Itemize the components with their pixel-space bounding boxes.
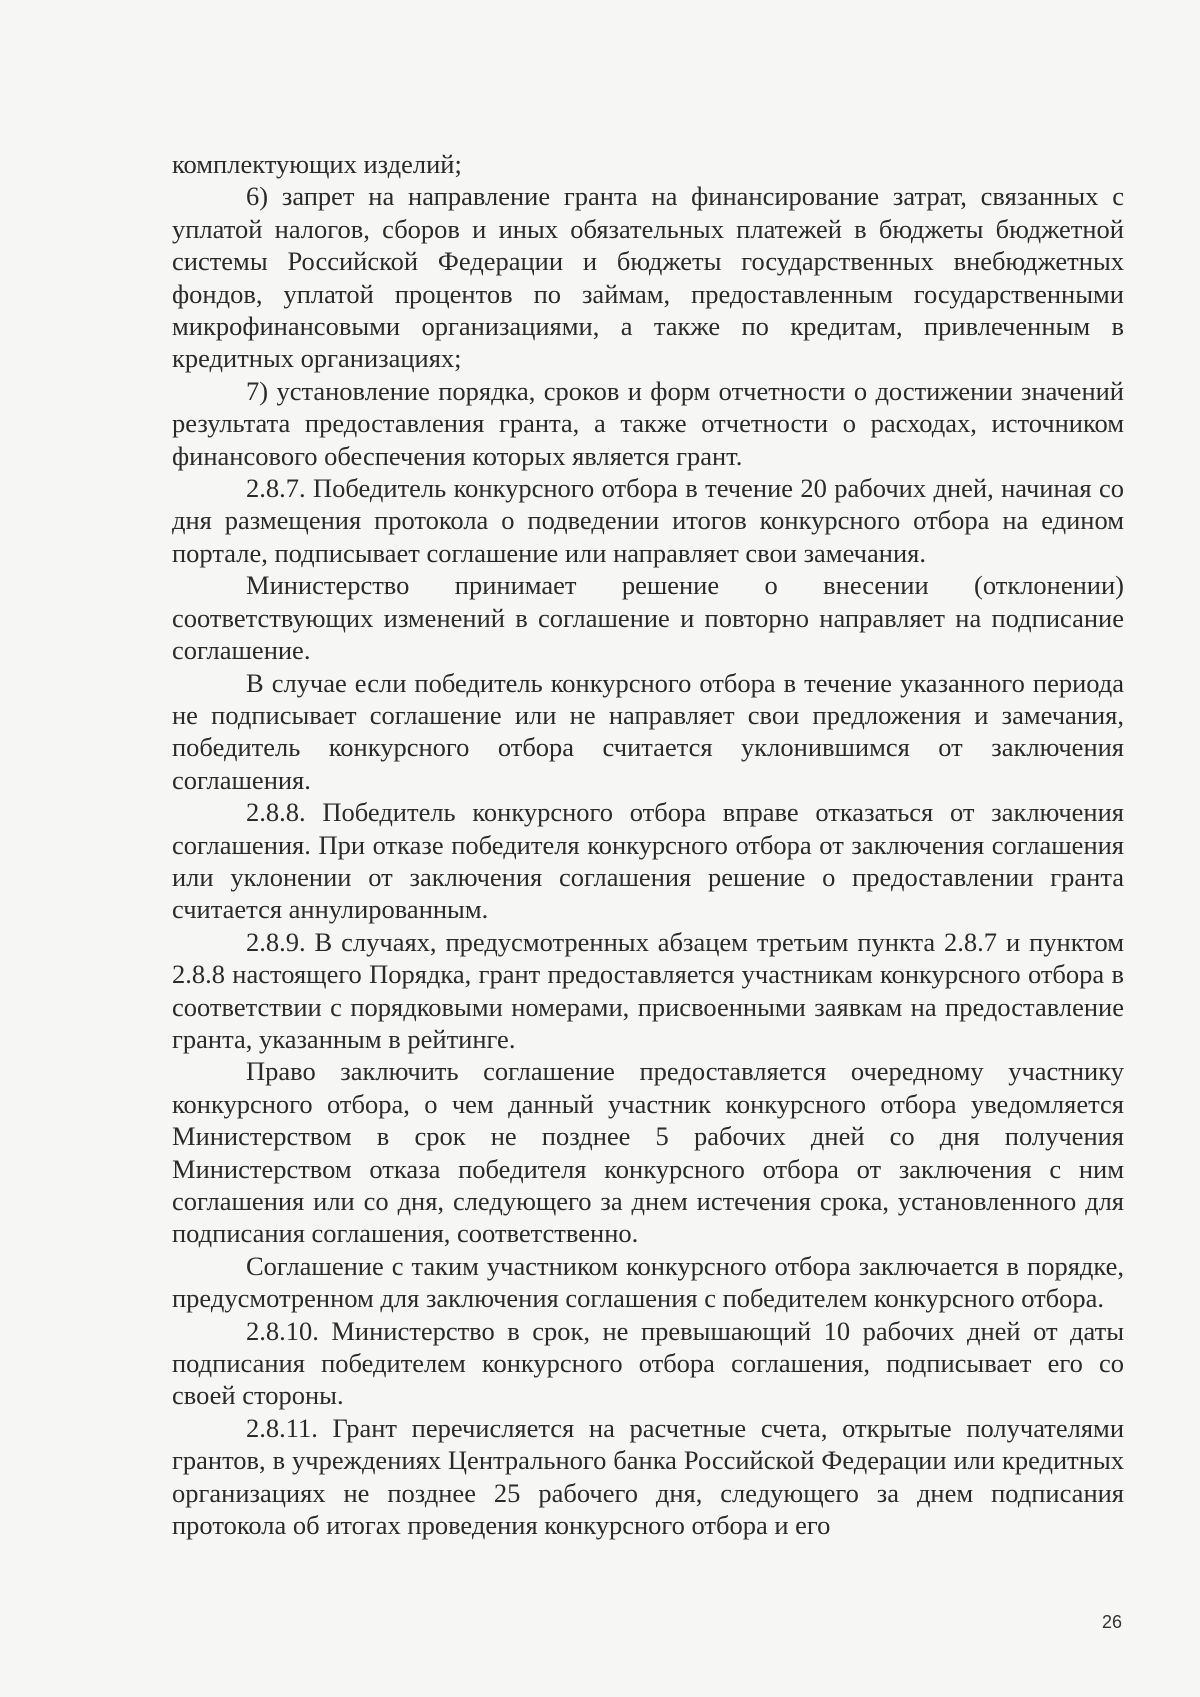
paragraph: 2.8.10. Министерство в срок, не превышающий 10 рабочих дней от даты подписания победителем конкурсного отбора соглашения, подписывает его со своей стороны. [172,1315,1124,1411]
paragraph: комплектующих изделий; [172,149,462,179]
paragraph: 2.8.7. Победитель конкурсного отбора в течение 20 рабочих дней, начиная со дня размещения протокола о подведении итогов конкурсного отбора на едином портале, подписывает соглашение или направляет свои замечания. [172,473,1124,568]
paragraph: В случае если победитель конкурсного отбора в течение указанного периода не подписывает соглашение или не направляет свои предложения и замечания, победитель конкурсного отбора считается уклонившимся от заключения соглашения. [172,667,1124,795]
paragraph: 7) установление порядка, сроков и форм отчетности о достижении значений результата предоставления гранта, а также отчетности о расходах, источником финансового обеспечения которых является грант. [172,375,1124,471]
paragraph: Министерство принимает решение о внесении (отклонении) соответствующих изменений в соглашение и повторно направляет на подписание соглашение. [172,570,1124,666]
paragraph: 2.8.11. Грант перечисляется на расчетные счета, открытые получателями грантов, в учреждениях Центрального банка Российской Федерации или кредитных организациях не позднее 25 рабочего дня, следующего за днем подписания протокола об итогах проведения конкурсного отбора и его [172,1412,1124,1541]
paragraph: Соглашение с таким участником конкурсного отбора заключается в порядке, предусмотренном для заключения соглашения с победителем конкурсного отбора. [172,1250,1124,1314]
document-body [172,148,1124,1541]
paragraph: 2.8.8. Победитель конкурсного отбора вправе отказаться от заключения соглашения. При отказе победителя конкурсного отбора от заключения соглашения или уклонении от заключения соглашения решение о предоставлении гранта считается аннулированным. [172,797,1124,925]
page-number: 26 [1102,1612,1123,1632]
paragraph: 6) запрет на направление гранта на финансирование затрат, связанных с уплатой налогов, сборов и иных обязательных платежей в бюджеты бюджетной системы Российской Федерации и бюджеты государственных внебюджетных фондов, уплатой процентов по займам, предоставленным государственными микрофинансовыми организациями, а также по кредитам, привлеченным в кредитных организациях; [172,181,1124,374]
paragraph: Право заключить соглашение предоставляется очередному участнику конкурсного отбора, о чем данный участник конкурсного отбора уведомляется Министерством в срок не позднее 5 рабочих дней со дня получения Министерством отказа победителя конкурсного отбора от заключения с ним соглашения или со дня, следующего за днем истечения срока, установленного для подписания соглашения, соответственно. [172,1056,1124,1249]
paragraph: 2.8.9. В случаях, предусмотренных абзацем третьим пункта 2.8.7 и пунктом 2.8.8 настоящего Порядка, грант предоставляется участникам конкурсного отбора в соответствии с порядковыми номерами, присвоенными заявкам на предоставление гранта, указанным в рейтинге. [172,926,1124,1054]
